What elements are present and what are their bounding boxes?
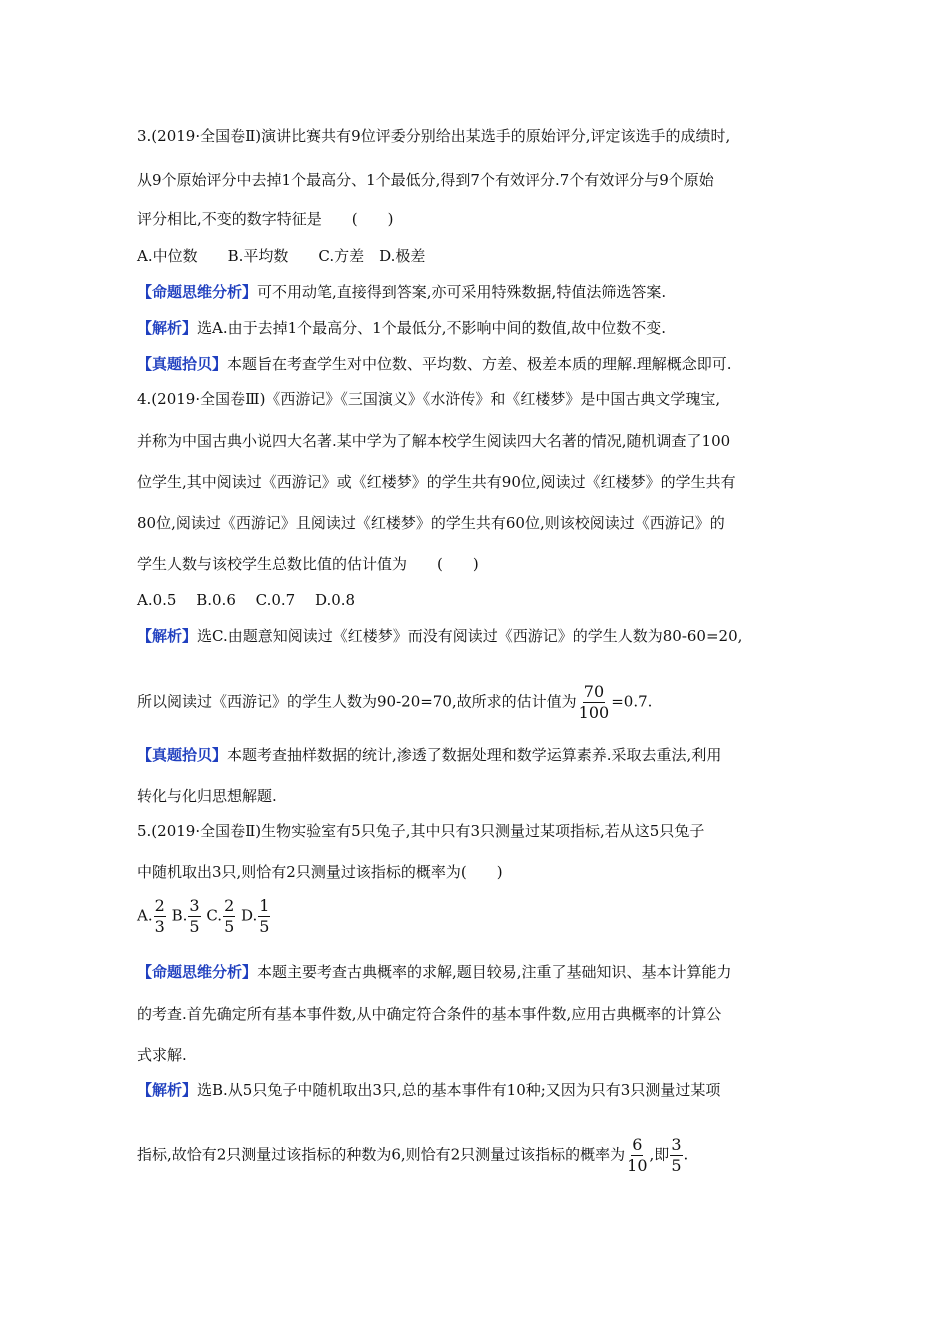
q5-line-1: 5.(2019·全国卷Ⅱ)生物实验室有5只兔子,其中只有3只测量过某项指标,若从这5只兔子 bbox=[137, 822, 705, 840]
fraction-numerator: 2 bbox=[224, 896, 235, 915]
analysis-text: 本题主要考查古典概率的求解,题目较易,注重了基础知识、基本计算能力 bbox=[257, 963, 732, 981]
option-b-label: B. bbox=[171, 906, 188, 925]
q4-options: A.0.5 B.0.6 C.0.7 D.0.8 bbox=[137, 591, 356, 609]
option-a-label: A. bbox=[137, 906, 153, 925]
q4-line-2: 并称为中国古典小说四大名著.某中学为了解本校学生阅读四大名著的情况,随机调查了100 bbox=[137, 432, 731, 450]
fraction bbox=[578, 682, 611, 723]
fraction-numerator: 3 bbox=[189, 896, 200, 915]
fraction-denominator: 100 bbox=[578, 703, 610, 722]
solution-tag: 【解析】 bbox=[137, 1081, 198, 1099]
solution-text: =0.7. bbox=[611, 692, 653, 711]
q3-solution bbox=[137, 318, 666, 338]
review-text: 本题旨在考查学生对中位数、平均数、方差、极差本质的理解.理解概念即可. bbox=[227, 355, 732, 373]
q3-line-2: 从9个原始评分中去掉1个最高分、1个最低分,得到7个有效评分.7个有效评分与9个原始 bbox=[137, 171, 714, 189]
solution-text: . bbox=[683, 1145, 689, 1164]
q5-line-2: 中随机取出3只,则恰有2只测量过该指标的概率为( ) bbox=[137, 863, 503, 881]
q3-analysis bbox=[137, 282, 666, 302]
q4-line-3: 位学生,其中阅读过《西游记》或《红楼梦》的学生共有90位,阅读过《红楼梦》的学生共有 bbox=[137, 473, 736, 491]
fraction-numerator: 70 bbox=[583, 682, 605, 701]
q5-analysis bbox=[137, 962, 732, 982]
analysis-tag: 【命题思维分析】 bbox=[137, 283, 258, 301]
fraction-numerator: 1 bbox=[259, 896, 270, 915]
review-tag: 【真题拾贝】 bbox=[137, 746, 228, 764]
solution-text: 选C.由题意知阅读过《红楼梦》而没有阅读过《西游记》的学生人数为80-60=20, bbox=[197, 627, 743, 645]
q5-solution-2 bbox=[137, 1135, 688, 1176]
solution-tag: 【解析】 bbox=[137, 627, 198, 645]
option-b-fraction bbox=[188, 896, 200, 937]
q4-review-2: 转化与化归思想解题. bbox=[137, 787, 277, 805]
fraction-denominator: 10 bbox=[627, 1156, 648, 1175]
q3-line-1: 3.(2019·全国卷Ⅱ)演讲比赛共有9位评委分别给出某选手的原始评分,评定该选手的成绩时, bbox=[137, 127, 731, 145]
option-c-fraction bbox=[223, 896, 235, 937]
q3-line-3: 评分相比,不变的数字特征是 ( ) bbox=[137, 210, 394, 228]
fraction-denominator: 3 bbox=[154, 917, 165, 936]
solution-text: ,即 bbox=[649, 1145, 670, 1164]
fraction-denominator: 5 bbox=[671, 1156, 682, 1175]
solution-tag: 【解析】 bbox=[137, 319, 198, 337]
option-a-fraction bbox=[154, 896, 166, 937]
fraction bbox=[626, 1135, 648, 1176]
q5-options bbox=[137, 896, 271, 937]
q4-line-4: 80位,阅读过《西游记》且阅读过《红楼梦》的学生共有60位,则该校阅读过《西游记》的 bbox=[137, 514, 725, 532]
q4-line-5: 学生人数与该校学生总数比值的估计值为 ( ) bbox=[137, 555, 479, 573]
option-d-label: D. bbox=[241, 906, 258, 925]
solution-text: 指标,故恰有2只测量过该指标的种数为6,则恰有2只测量过该指标的概率为 bbox=[137, 1145, 626, 1164]
fraction-denominator: 5 bbox=[259, 917, 270, 936]
fraction-denominator: 5 bbox=[189, 917, 200, 936]
fraction-numerator: 3 bbox=[671, 1135, 682, 1154]
fraction-denominator: 5 bbox=[224, 917, 235, 936]
review-text: 本题考查抽样数据的统计,渗透了数据处理和数学运算素养.采取去重法,利用 bbox=[227, 746, 722, 764]
q4-review bbox=[137, 745, 721, 765]
q5-solution bbox=[137, 1080, 720, 1100]
option-c-label: C. bbox=[206, 906, 223, 925]
fraction bbox=[670, 1135, 682, 1176]
solution-text: 选A.由于去掉1个最高分、1个最低分,不影响中间的数值,故中位数不变. bbox=[197, 319, 667, 337]
q3-options: A.中位数 B.平均数 C.方差 D.极差 bbox=[137, 247, 426, 265]
q5-analysis-3: 式求解. bbox=[137, 1046, 187, 1064]
fraction-numerator: 2 bbox=[154, 896, 165, 915]
review-tag: 【真题拾贝】 bbox=[137, 355, 228, 373]
q4-solution bbox=[137, 626, 742, 646]
q3-review bbox=[137, 354, 732, 374]
analysis-tag: 【命题思维分析】 bbox=[137, 963, 258, 981]
fraction-numerator: 6 bbox=[632, 1135, 643, 1154]
q4-solution-2 bbox=[137, 682, 652, 723]
solution-text: 所以阅读过《西游记》的学生人数为90-20=70,故所求的估计值为 bbox=[137, 692, 577, 711]
q4-line-1: 4.(2019·全国卷Ⅲ)《西游记》《三国演义》《水浒传》和《红楼梦》是中国古典文学瑰宝, bbox=[137, 390, 721, 408]
analysis-text: 可不用动笔,直接得到答案,亦可采用特殊数据,特值法筛选答案. bbox=[257, 283, 667, 301]
q5-analysis-2: 的考查.首先确定所有基本事件数,从中确定符合条件的基本事件数,应用古典概率的计算公 bbox=[137, 1005, 722, 1023]
option-d-fraction bbox=[258, 896, 270, 937]
solution-text: 选B.从5只兔子中随机取出3只,总的基本事件有10种;又因为只有3只测量过某项 bbox=[197, 1081, 721, 1099]
